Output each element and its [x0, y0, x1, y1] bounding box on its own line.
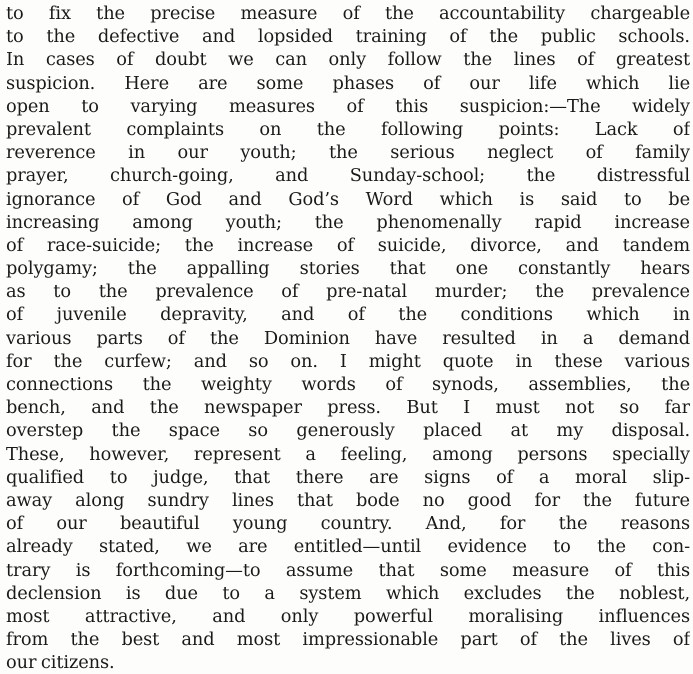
text-line: In cases of doubt we can only follow the lines of greatest [6, 49, 690, 71]
text-line: overstep the space so generously placed at my disposal. [6, 420, 690, 442]
text-line: already stated, we are entitled—until evidence to the con- [6, 536, 690, 558]
text-line: from the best and most impressionable part of the lives of [6, 629, 690, 651]
text-line: various parts of the Dominion have resulted in a demand [6, 327, 690, 349]
text-line: prayer, church-going, and Sunday-school; the distressful [6, 165, 690, 187]
text-line: ignorance of God and God’s Word which is said to be [6, 188, 690, 210]
text-line: our citizens. [6, 652, 115, 674]
text-line: polygamy; the appalling stories that one constantly hears [6, 258, 690, 280]
text-line: qualified to judge, that there are signs of a moral slip- [6, 466, 690, 488]
text-line: as to the prevalence of pre-natal murder; the prevalence [6, 281, 690, 303]
text-line: increasing among youth; the phenomenally rapid increase [6, 211, 690, 233]
text-line: trary is forthcoming—to assume that some measure of this [6, 559, 690, 581]
text-line: of juvenile depravity, and of the conditions which in [6, 304, 690, 326]
text-line: most attractive, and only powerful moralising influences [6, 605, 690, 627]
text-line: away along sundry lines that bode no good for the future [6, 489, 690, 511]
text-line: reverence in our youth; the serious neglect of family [6, 142, 690, 164]
text-line: declension is due to a system which excludes the noblest, [6, 582, 690, 604]
text-line: prevalent complaints on the following points: Lack of [6, 118, 690, 140]
article-text [6, 2, 690, 674]
text-line: for the curfew; and so on. I might quote in these various [6, 350, 690, 372]
text-line: of our beautiful young country. And, for the reasons [6, 513, 690, 535]
text-line: bench, and the newspaper press. But I must not so far [6, 397, 690, 419]
text-line: connections the weighty words of synods, assemblies, the [6, 374, 690, 395]
text-line: suspicion. Here are some phases of our life which lie [6, 72, 690, 94]
text-line: open to varying measures of this suspicion:—The widely [6, 95, 690, 117]
text-line: of race-suicide; the increase of suicide, divorce, and tandem [6, 234, 690, 256]
text-line: to the defective and lopsided training of the public schools. [6, 26, 690, 48]
text-line: These, however, represent a feeling, among persons specially [6, 443, 690, 465]
text-line: to fix the precise measure of the accountability chargeable [6, 3, 690, 24]
